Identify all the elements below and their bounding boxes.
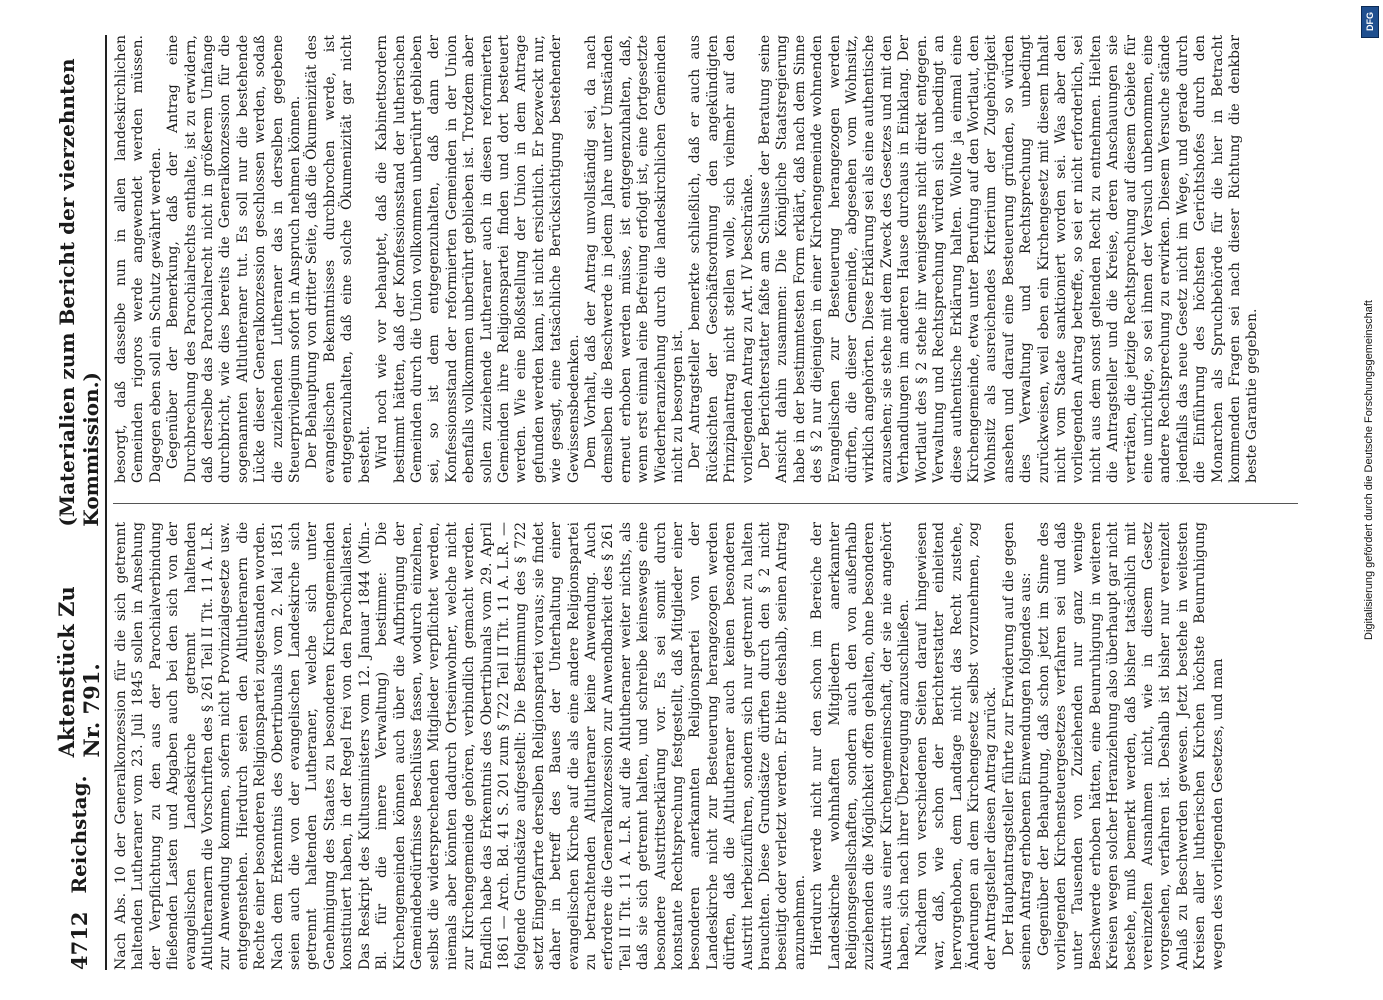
digitisation-credit: Digitalisierung gefördert durch die Deutsche Forschungsgemeinschaft [1363, 300, 1375, 640]
right-paragraph-2: Gegenüber der Bemerkung, daß der Antrag eine Durchbrechung des Parochialrechts enthalte, ist zu erwidern, daß derselbe das Parochialrecht nicht in größerem Umfange durchbricht, wie dies bereits die Generalkonzession für die sogenannten Altlutheraner tut. Es soll nur die bestehende Lücke dieser Generalkonzession geschlossen werden, sodaß die zuziehenden Lutheraner das in derselben gegebene Steuerprivilegium sofort in Anspruch nehmen können. [165, 35, 304, 483]
right-column [113, 35, 1298, 483]
left-paragraph-1: Nach Abs. 10 der Generalkonzession für die sich getrennt haltenden Lutheraner vom 23. Juli 1845 sollen in Ansehung der Verpflichtung zu den aus der Parochialverbindung fließenden Lasten und Abgaben auch bei den sich von der evangelischen Landeskirche getrennt haltenden Altlutheranern die Vorschriften des § 261 Teil II Tit. 11 A. L.R. zur Anwendung kommen, sofern nicht Provinzialgesetze usw. entgegenstehen. Hierdurch seien den Altlutheranern die Rechte einer besonderen Religionspartei zugestanden worden. Nach dem Erkenntnis des Obertribunals vom 2. Mai 1851 seien auch die von der evangelischen Landeskirche sich getrennt haltenden Lutheraner, welche sich unter Genehmigung des Staates zu besonderen Kirchengemeinden konstituiert haben, in der Regel frei von den Parochiallasten. Das Reskript des Kultusministers vom 12. Januar 1844 (Min.-Bl. für die innere Verwaltung) bestimme: Die Kirchengemeinden können auch über die Aufbringung der Gemeindebedürfnisse Beschlüsse fassen, wodurch einzelnen, selbst die widersprechenden Mitglieder verpflichtet werden, niemals aber könnten dadurch Ortseinwohner, welche nicht zur Kirchengemeinde gehören, verbindlich gemacht werden. Endlich habe das Erkenntnis des Obertribunals vom 29. April 1861 — Arch. Bd. 41 S. 201 zum § 722 Teil II Tit. 11 A. L.R. — folgende Grundsätze aufgestellt: Die Bestimmung des § 722 setzt Eingepfarrte derselben Religionspartei voraus; sie findet daher in betreff des Baues der Unterhaltung einer evangelischen Kirche auf die als eine andere Religionspartei zu betrachtenden Altlutheraner keine Anwendung. Auch erfordere die Generalkonzession zur Anwendbarkeit des § 261 Teil II Tit. 11 A. L.R. auf die Altlutheraner weiter nichts, als daß sie sich getrennt halten, und schreibe keineswegs eine besondere Austrittserklärung vor. Es sei somit durch konstante Rechtsprechung festgestellt, daß Mitglieder einer besonderen anerkannten Religionspartei von der Landeskirche nicht zur Besteuerung herangezogen werden dürften, daß die Altlutheraner auch keinen besonderen Austritt herbeizuführen, sondern sich nur getrennt zu halten brauchten. Diese Grundsätze dürften durch den § 2 nicht beseitigt oder verletzt werden. Er bitte deshalb, seinen Antrag anzunehmen. [113, 522, 808, 970]
right-paragraph-5: Dem Vorhalt, daß der Antrag unvollständig sei, da nach demselben die Beschwerde in jedem Jahre unter Umständen erneut erhoben werden müsse, ist entgegenzuhalten, daß, wenn erst einmal eine Befreiung erfolgt ist, eine fortgesetzte Wiederheranziehung durch die landeskirchlichen Gemeinden nicht zu besorgen ist. [582, 35, 686, 483]
left-paragraph-5: Gegenüber der Behauptung, daß schon jetzt im Sinne des vorliegenden Kirchensteuergesetzes verfahren sei und daß unter Tausenden von Zuziehenden nur ganz wenige Beschwerde erhoben hätten, eine Beunruhigung in weiteren Kreisen wegen solcher Heranziehung also überhaupt gar nicht bestehe, muß bemerkt werden, daß bisher tatsächlich mit vereinzelten Ausnahmen nicht, wie in diesem Gesetz vorgesehen, verfahren ist. Deshalb ist bisher nur vereinzelt Anlaß zu Beschwerden gewesen. Jetzt bestehe in weitesten Kreisen aller lutherischen Kirchen höchste Beunruhigung wegen des vorliegenden Gesetzes, und man [1035, 522, 1226, 970]
dfg-logo [1361, 6, 1379, 38]
right-paragraph-7: Der Berichterstatter faßte am Schlusse der Beratung seine Ansicht dahin zusammen: Die Königliche Staatsregierung habe in der bestimmtesten Form erklärt, daß nach dem Sinne des § 2 nur diejenigen in einer Kirchengemeinde wohnenden Evangelischen zur Besteuerung herangezogen werden dürften, die dieser Gemeinde, abgesehen vom Wohnsitz, wirklich angehörten. Diese Erklärung sei als eine authentische anzusehen; sie stehe mit dem Zweck des Gesetzes und mit den Verhandlungen im anderen Hause durchaus in Einklang. Der Wortlaut des § 2 stehe ihr wenigstens nicht direkt entgegen. Verwaltung und Rechtsprechung würden sich unbedingt an diese authentische Erklärung halten. Wollte ja einmal eine Kirchengemeinde, etwa unter Berufung auf den Wortlaut, den Wohnsitz als ausreichendes Kriterium der Zugehörigkeit ansehen und darauf eine Besteuerung gründen, so würden dies Verwaltung und Rechtsprechung unbedingt zurückweisen, weil eben ein Kirchengesetz mit diesem Inhalt nicht vom Staate sanktioniert worden sei. Was aber den vorliegenden Antrag betreffe, so sei er nicht erforderlich, sei nicht aus dem sonst geltenden Recht zu entnehmen. Hielten die Antragsteller und die Kreise, deren Anschauungen sie verträten, die jetzige Rechtsprechung auf diesem Gebiete für eine unrichtige, so sei ihnen der Versuch unbenommen, eine andere Rechtsprechung zu erwirken. Diesem Versuche stände jedenfalls das neue Gesetz nicht im Wege, und gerade durch die Einführung des höchsten Gerichtshofes durch den Monarchen als Spruchbehörde für die hier in Betracht kommenden Fragen sei nach dieser Richtung die denkbar beste Garantie gegeben. [757, 35, 1261, 483]
left-column [113, 522, 1298, 970]
dfg-logo-text: DFG [1365, 12, 1375, 32]
right-paragraph-1: besorgt, daß dasselbe nun in allen landeskirchlichen Gemeinden rigoros werde angewendet werden müssen. Dagegen eben soll ein Schutz gewährt werden. [113, 35, 164, 483]
right-paragraph-4: Wird noch wie vor behauptet, daß die Kabinettsordern bestimmt hätten, daß der Konfessionsstand der lutherischen Gemeinden durch die Union vollkommen unberührt geblieben sei, so ist dem entgegenzuhalten, daß dann der Konfessionsstand der reformierten Gemeinden in der Union ebenfalls vollkommen unberührt geblieben ist. Trotzdem aber sollen zuziehende Lutheraner auch in diesen reformierten Gemeinden ihre Religionspartei finden und dort besteuert werden. Wie eine Bloßstellung der Union in dem Antrage gefunden werden kann, ist nicht ersichtlich. Er bezweckt nur, wie gesagt, eine tatsächliche Berücksichtigung bestehender Gewissensbedenken. [374, 35, 582, 483]
page-number: 4712 [66, 911, 92, 970]
header-materialien: (Materialien zum Bericht der vierzehnten Kommission.) [55, 58, 103, 527]
page-header [55, 35, 103, 970]
left-paragraph-4: Der Hauptantragsteller führte zur Erwiderung auf die gegen seinen Antrag erhobenen Einwendungen folgendes aus: [1000, 522, 1035, 970]
right-paragraph-6: Der Antragsteller bemerkte schließlich, daß er auch aus Rücksichten der Geschäftsordnung den angekündigten Prinzipalantrag nicht stellen wolle, sich vielmehr auf den vorliegenden Antrag zu Art. IV beschränke. [687, 35, 756, 483]
right-paragraph-3: Der Behauptung von dritter Seite, daß die Ökumenizität des evangelischen Bekenntnisses durchbrochen werde, ist entgegenzuhalten, daß eine solche Ökumenizität gar nicht besteht. [304, 35, 373, 483]
header-reichstag: Reichstag. [67, 775, 91, 894]
left-paragraph-3: Nachdem von verschiedenen Seiten darauf hingewiesen war, daß, wie schon der Berichterstatter einleitend hervorgehoben, dem Landtage nicht das Recht zustehe, Änderungen an dem Kirchengesetz selbst vorzunehmen, zog der Antragsteller diesen Antrag zurück. [913, 522, 1000, 970]
column-divider [113, 503, 1298, 504]
page-frame [55, 35, 1300, 970]
header-rule [105, 35, 107, 970]
left-paragraph-2: Hierdurch werde nicht nur den schon im Bereiche der Landeskirche wohnhaften Mitgliedern anerkannter Religionsgesellschaften, sondern auch den von außerhalb zuziehenden die Möglichkeit offen gehalten, ohne besonderen Austritt aus einer Kirchengemeinschaft, der sie nie angehört haben, sich nach ihrer Überzeugung anzuschließen. [809, 522, 913, 970]
header-aktenstueck: Aktenstück Zu Nr. 791. [54, 586, 104, 758]
